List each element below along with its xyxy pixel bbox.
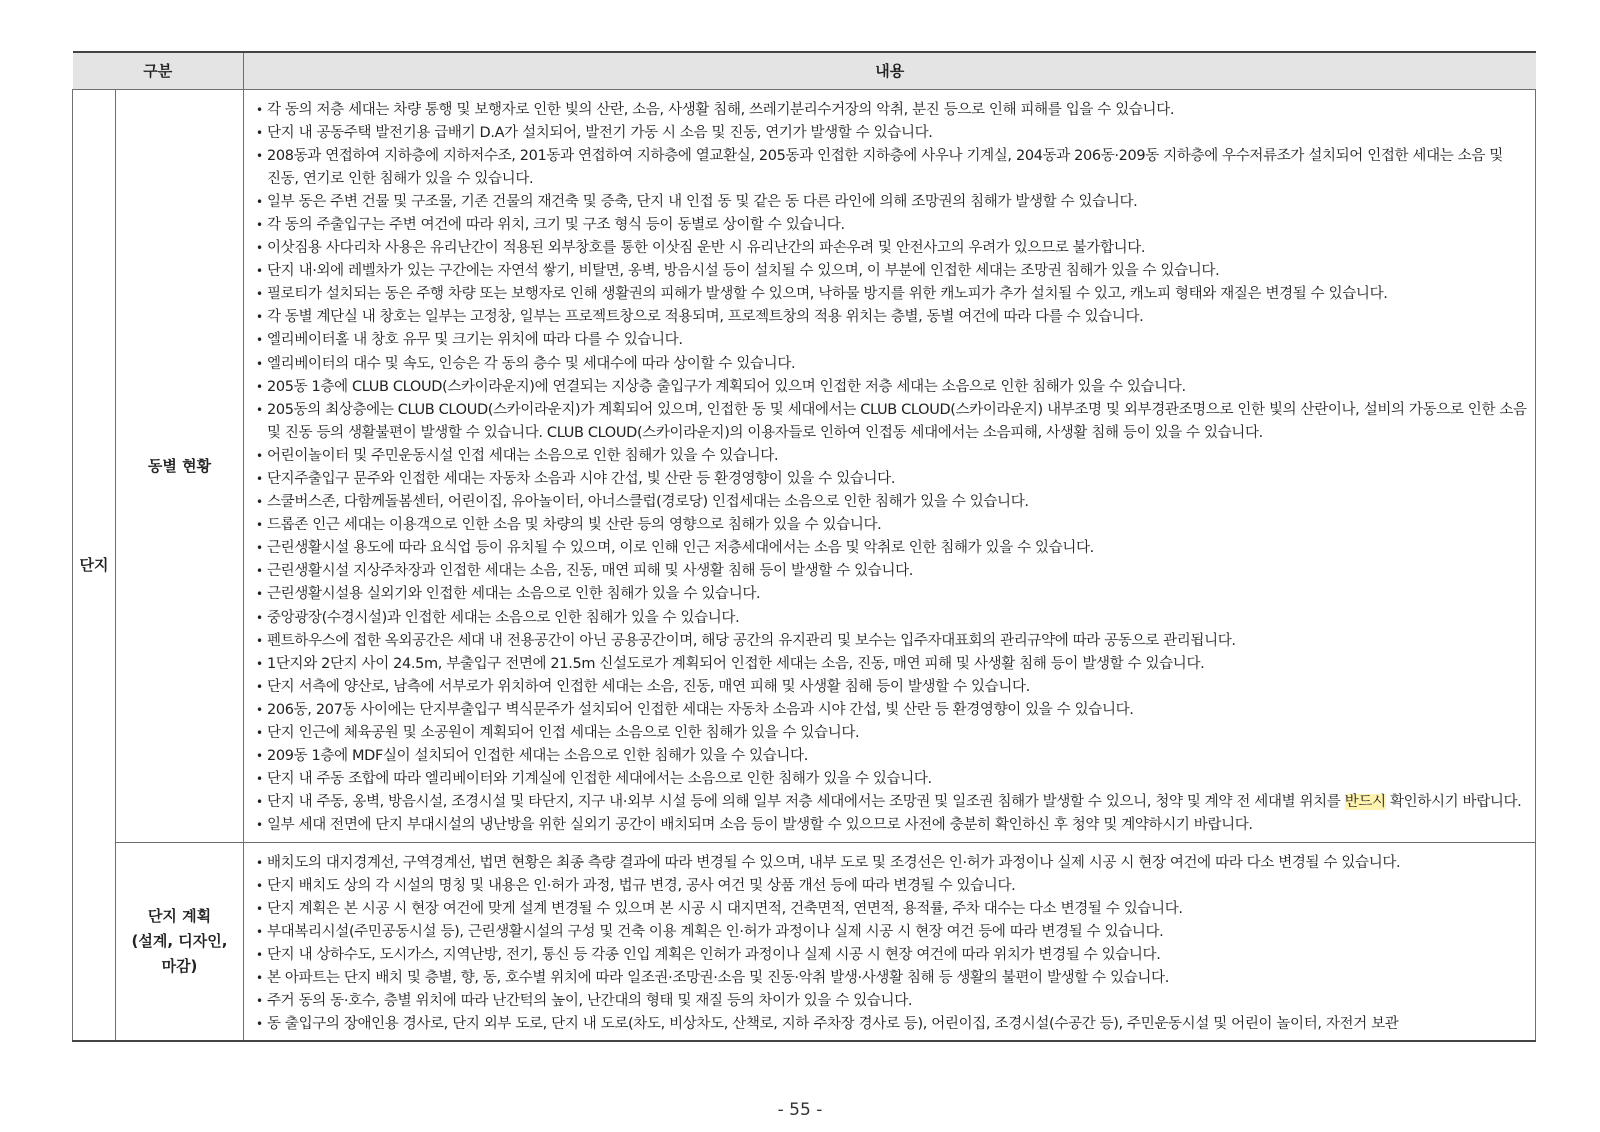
- list-item: • 엘리베이터홀 내 창호 유무 및 크기는 위치에 따라 다를 수 있습니다.: [256, 329, 1529, 352]
- list-item: • 배치도의 대지경계선, 구역경계선, 법면 현황은 최종 측량 결과에 따라 변경될 수 있으며, 내부 도로 및 조경선은 인·허가 과정이나 실제 시공 시 현장 여건에 따라 다소 변경될 수 있습니다.: [256, 852, 1529, 875]
- list-item: • 단지 내 주동 조합에 따라 엘리베이터와 기계실에 인접한 세대에서는 소음으로 인한 침해가 있을 수 있습니다.: [256, 768, 1529, 791]
- table-header-row: [73, 52, 1536, 89]
- list-item: • 근린생활시설용 실외기와 인접한 세대는 소음으로 인한 침해가 있을 수 있습니다.: [256, 583, 1529, 606]
- section-content-complex-plan: [244, 842, 1536, 1041]
- list-item: • 어린이놀이터 및 주민운동시설 인접 세대는 소음으로 인한 침해가 있을 수 있습니다.: [256, 445, 1529, 468]
- list-item: • 근린생활시설 지상주차장과 인접한 세대는 소음, 진동, 매연 피해 및 사생활 침해 등이 발생할 수 있습니다.: [256, 560, 1529, 583]
- list-item: • 주거 동의 동·호수, 층별 위치에 따라 난간턱의 높이, 난간대의 형태 및 재질 등의 차이가 있을 수 있습니다.: [256, 990, 1529, 1013]
- list-item: • 단지주출입구 문주와 인접한 세대는 자동차 소음과 시야 간섭, 빛 산란 등 환경영향이 있을 수 있습니다.: [256, 468, 1529, 491]
- list-item: • 단지 인근에 체육공원 및 소공원이 계획되어 인접 세대는 소음으로 인한 침해가 있을 수 있습니다.: [256, 722, 1529, 745]
- table-row: [73, 89, 1536, 842]
- section-content-building-status: [244, 89, 1536, 842]
- list-item: • 동 출입구의 장애인용 경사로, 단지 외부 도로, 단지 내 도로(차도, 비상차도, 산책로, 지하 주차장 경사로 등), 어린이집, 조경시설(수공간 등), 주민운동시설 및 어린이 놀이터, 자전거 보관: [256, 1013, 1529, 1036]
- list-item: • 일부 세대 전면에 단지 부대시설의 냉난방을 위한 실외기 공간이 배치되며 소음 등이 발생할 수 있으므로 사전에 충분히 확인하신 후 청약 및 계약하시기 바랍니다.: [256, 814, 1529, 837]
- list-item: • 엘리베이터의 대수 및 속도, 인승은 각 동의 층수 및 세대수에 따라 상이할 수 있습니다.: [256, 353, 1529, 376]
- list-item: • 중앙광장(수경시설)과 인접한 세대는 소음으로 인한 침해가 있을 수 있습니다.: [256, 607, 1529, 630]
- bullet-list: [256, 852, 1529, 1037]
- section-label-line: 단지 계획: [147, 906, 212, 925]
- header-content: 내용: [244, 52, 1536, 89]
- highlighted-text: 반드시: [1344, 794, 1386, 811]
- page-number: - 55 -: [777, 1100, 823, 1120]
- list-item: • 펜트하우스에 접한 옥외공간은 세대 내 전용공간이 아닌 공용공간이며, 해당 공간의 유지관리 및 보수는 입주자대표회의 관리규약에 따라 공동으로 관리됩니다.: [256, 630, 1529, 653]
- list-item: • 1단지와 2단지 사이 24.5m, 부출입구 전면에 21.5m 신설도로가 계획되어 인접한 세대는 소음, 진동, 매연 피해 및 사생활 침해 등이 발생할 수 있습니다.: [256, 653, 1529, 676]
- list-item: • 근린생활시설 용도에 따라 요식업 등이 유치될 수 있으며, 이로 인해 인근 저층세대에서는 소음 및 악취로 인한 침해가 있을 수 있습니다.: [256, 537, 1529, 560]
- list-item: • 일부 동은 주변 건물 및 구조물, 기존 건물의 재건축 및 증축, 단지 내 인접 동 및 같은 동 다른 라인에 의해 조망권의 침해가 발생할 수 있습니다.: [256, 191, 1529, 214]
- list-item: • 208동과 연접하여 지하층에 지하저수조, 201동과 연접하여 지하층에 열교환실, 205동과 인접한 지하층에 사우나 기계실, 204동과 206동·209동 지하층에 우수저류조가 설치되어 인접한 세대는 소음 및 진동, 연기로 인한 침해가 있을 수 있습니다.: [256, 145, 1529, 191]
- list-item: • 단지 계획은 본 시공 시 현장 여건에 맞게 설계 변경될 수 있으며 본 시공 시 대지면적, 건축면적, 연면적, 용적률, 주차 대수는 다소 변경될 수 있습니다.: [256, 898, 1529, 921]
- section-label-building-status: 동별 현황: [116, 89, 244, 842]
- list-item: • 단지 내 상하수도, 도시가스, 지역난방, 전기, 통신 등 각종 인입 계획은 인허가 과정이나 실제 시공 시 현장 여건에 따라 위치가 변경될 수 있습니다.: [256, 944, 1529, 967]
- section-label-complex-plan: [116, 842, 244, 1041]
- list-item: • 각 동별 계단실 내 창호는 일부는 고정창, 일부는 프로젝트창으로 적용되며, 프로젝트창의 적용 위치는 층별, 동별 여건에 따라 다를 수 있습니다.: [256, 306, 1529, 329]
- list-item: • 205동 1층에 CLUB CLOUD(스카이라운지)에 연결되는 지상층 출입구가 계획되어 있으며 인접한 저층 세대는 소음으로 인한 침해가 있을 수 있습니다.: [256, 376, 1529, 399]
- table-row: [73, 842, 1536, 1041]
- list-item: • 단지 서측에 양산로, 남측에 서부로가 위치하여 인접한 세대는 소음, 진동, 매연 피해 및 사생활 침해 등이 발생할 수 있습니다.: [256, 676, 1529, 699]
- list-item: • 205동의 최상층에는 CLUB CLOUD(스카이라운지)가 계획되어 있으며, 인접한 동 및 세대에서는 CLUB CLOUD(스카이라운지) 내부조명 및 외부경관조명으로 인한 빛의 산란이나, 설비의 가동으로 인한 소음 및 진동 등의 생활불편이 발생할 수 있습니다. CLUB CLOUD(스카이라운지)의 이용자들로 인하여 인접동 세대에서는 소음피해, 사생활 침해 등이 있을 수 있습니다.: [256, 399, 1529, 445]
- list-item: • 단지 내 공동주택 발전기용 급배기 D.A가 설치되어, 발전기 가동 시 소음 및 진동, 연기가 발생할 수 있습니다.: [256, 122, 1529, 145]
- notice-table: [72, 51, 1536, 1042]
- list-item: • 206동, 207동 사이에는 단지부출입구 벽식문주가 설치되어 인접한 세대는 자동차 소음과 시야 간섭, 빛 산란 등 환경영향이 있을 수 있습니다.: [256, 699, 1529, 722]
- row-group-label: 단지: [73, 89, 116, 1041]
- list-item: • 각 동의 저층 세대는 차량 통행 및 보행자로 인한 빛의 산란, 소음, 사생활 침해, 쓰레기분리수거장의 악취, 분진 등으로 인해 피해를 입을 수 있습니다.: [256, 99, 1529, 122]
- list-item: • 본 아파트는 단지 배치 및 층별, 향, 동, 호수별 위치에 따라 일조권·조망권·소음 및 진동·악취 발생·사생활 침해 등 생활의 불편이 발생할 수 있습니다.: [256, 967, 1529, 990]
- list-item: • 단지 내 주동, 옹벽, 방음시설, 조경시설 및 타단지, 지구 내·외부 시설 등에 의해 일부 저층 세대에서는 조망권 및 일조권 침해가 발생할 수 있으니, 청약 및 계약 전 세대별 위치를 반드시 확인하시기 바랍니다.: [256, 791, 1529, 814]
- list-item: • 부대복리시설(주민공동시설 등), 근린생활시설의 구성 및 건축 이용 계획은 인·허가 과정이나 실제 시공 시 현장 여건 등에 따라 변경될 수 있습니다.: [256, 921, 1529, 944]
- header-category: 구분: [73, 52, 244, 89]
- list-item: • 209동 1층에 MDF실이 설치되어 인접한 세대는 소음으로 인한 침해가 있을 수 있습니다.: [256, 745, 1529, 768]
- list-item: • 각 동의 주출입구는 주변 여건에 따라 위치, 크기 및 구조 형식 등이 동별로 상이할 수 있습니다.: [256, 214, 1529, 237]
- list-item: • 단지 내·외에 레벨차가 있는 구간에는 자연석 쌓기, 비탈면, 옹벽, 방음시설 등이 설치될 수 있으며, 이 부분에 인접한 세대는 조망권 침해가 있을 수 있습니다.: [256, 260, 1529, 283]
- list-item: • 필로티가 설치되는 동은 주행 차량 또는 보행자로 인해 생활권의 피해가 발생할 수 있으며, 낙하물 방지를 위한 캐노피가 추가 설치될 수 있고, 캐노피 형태와 재질은 변경될 수 있습니다.: [256, 283, 1529, 306]
- section-label-line: (설계, 디자인,: [131, 931, 228, 950]
- section-label-line: 마감): [161, 956, 198, 975]
- list-item: • 이삿짐용 사다리차 사용은 유리난간이 적용된 외부창호를 통한 이삿짐 운반 시 유리난간의 파손우려 및 안전사고의 우려가 있으므로 불가합니다.: [256, 237, 1529, 260]
- list-item: • 드롭존 인근 세대는 이용객으로 인한 소음 및 차량의 빛 산란 등의 영향으로 침해가 있을 수 있습니다.: [256, 514, 1529, 537]
- list-item: • 단지 배치도 상의 각 시설의 명칭 및 내용은 인·허가 과정, 법규 변경, 공사 여건 및 상품 개선 등에 따라 변경될 수 있습니다.: [256, 875, 1529, 898]
- list-item: • 스쿨버스존, 다함께돌봄센터, 어린이집, 유아놀이터, 아너스클럽(경로당) 인접세대는 소음으로 인한 침해가 있을 수 있습니다.: [256, 491, 1529, 514]
- bullet-list: [256, 99, 1529, 838]
